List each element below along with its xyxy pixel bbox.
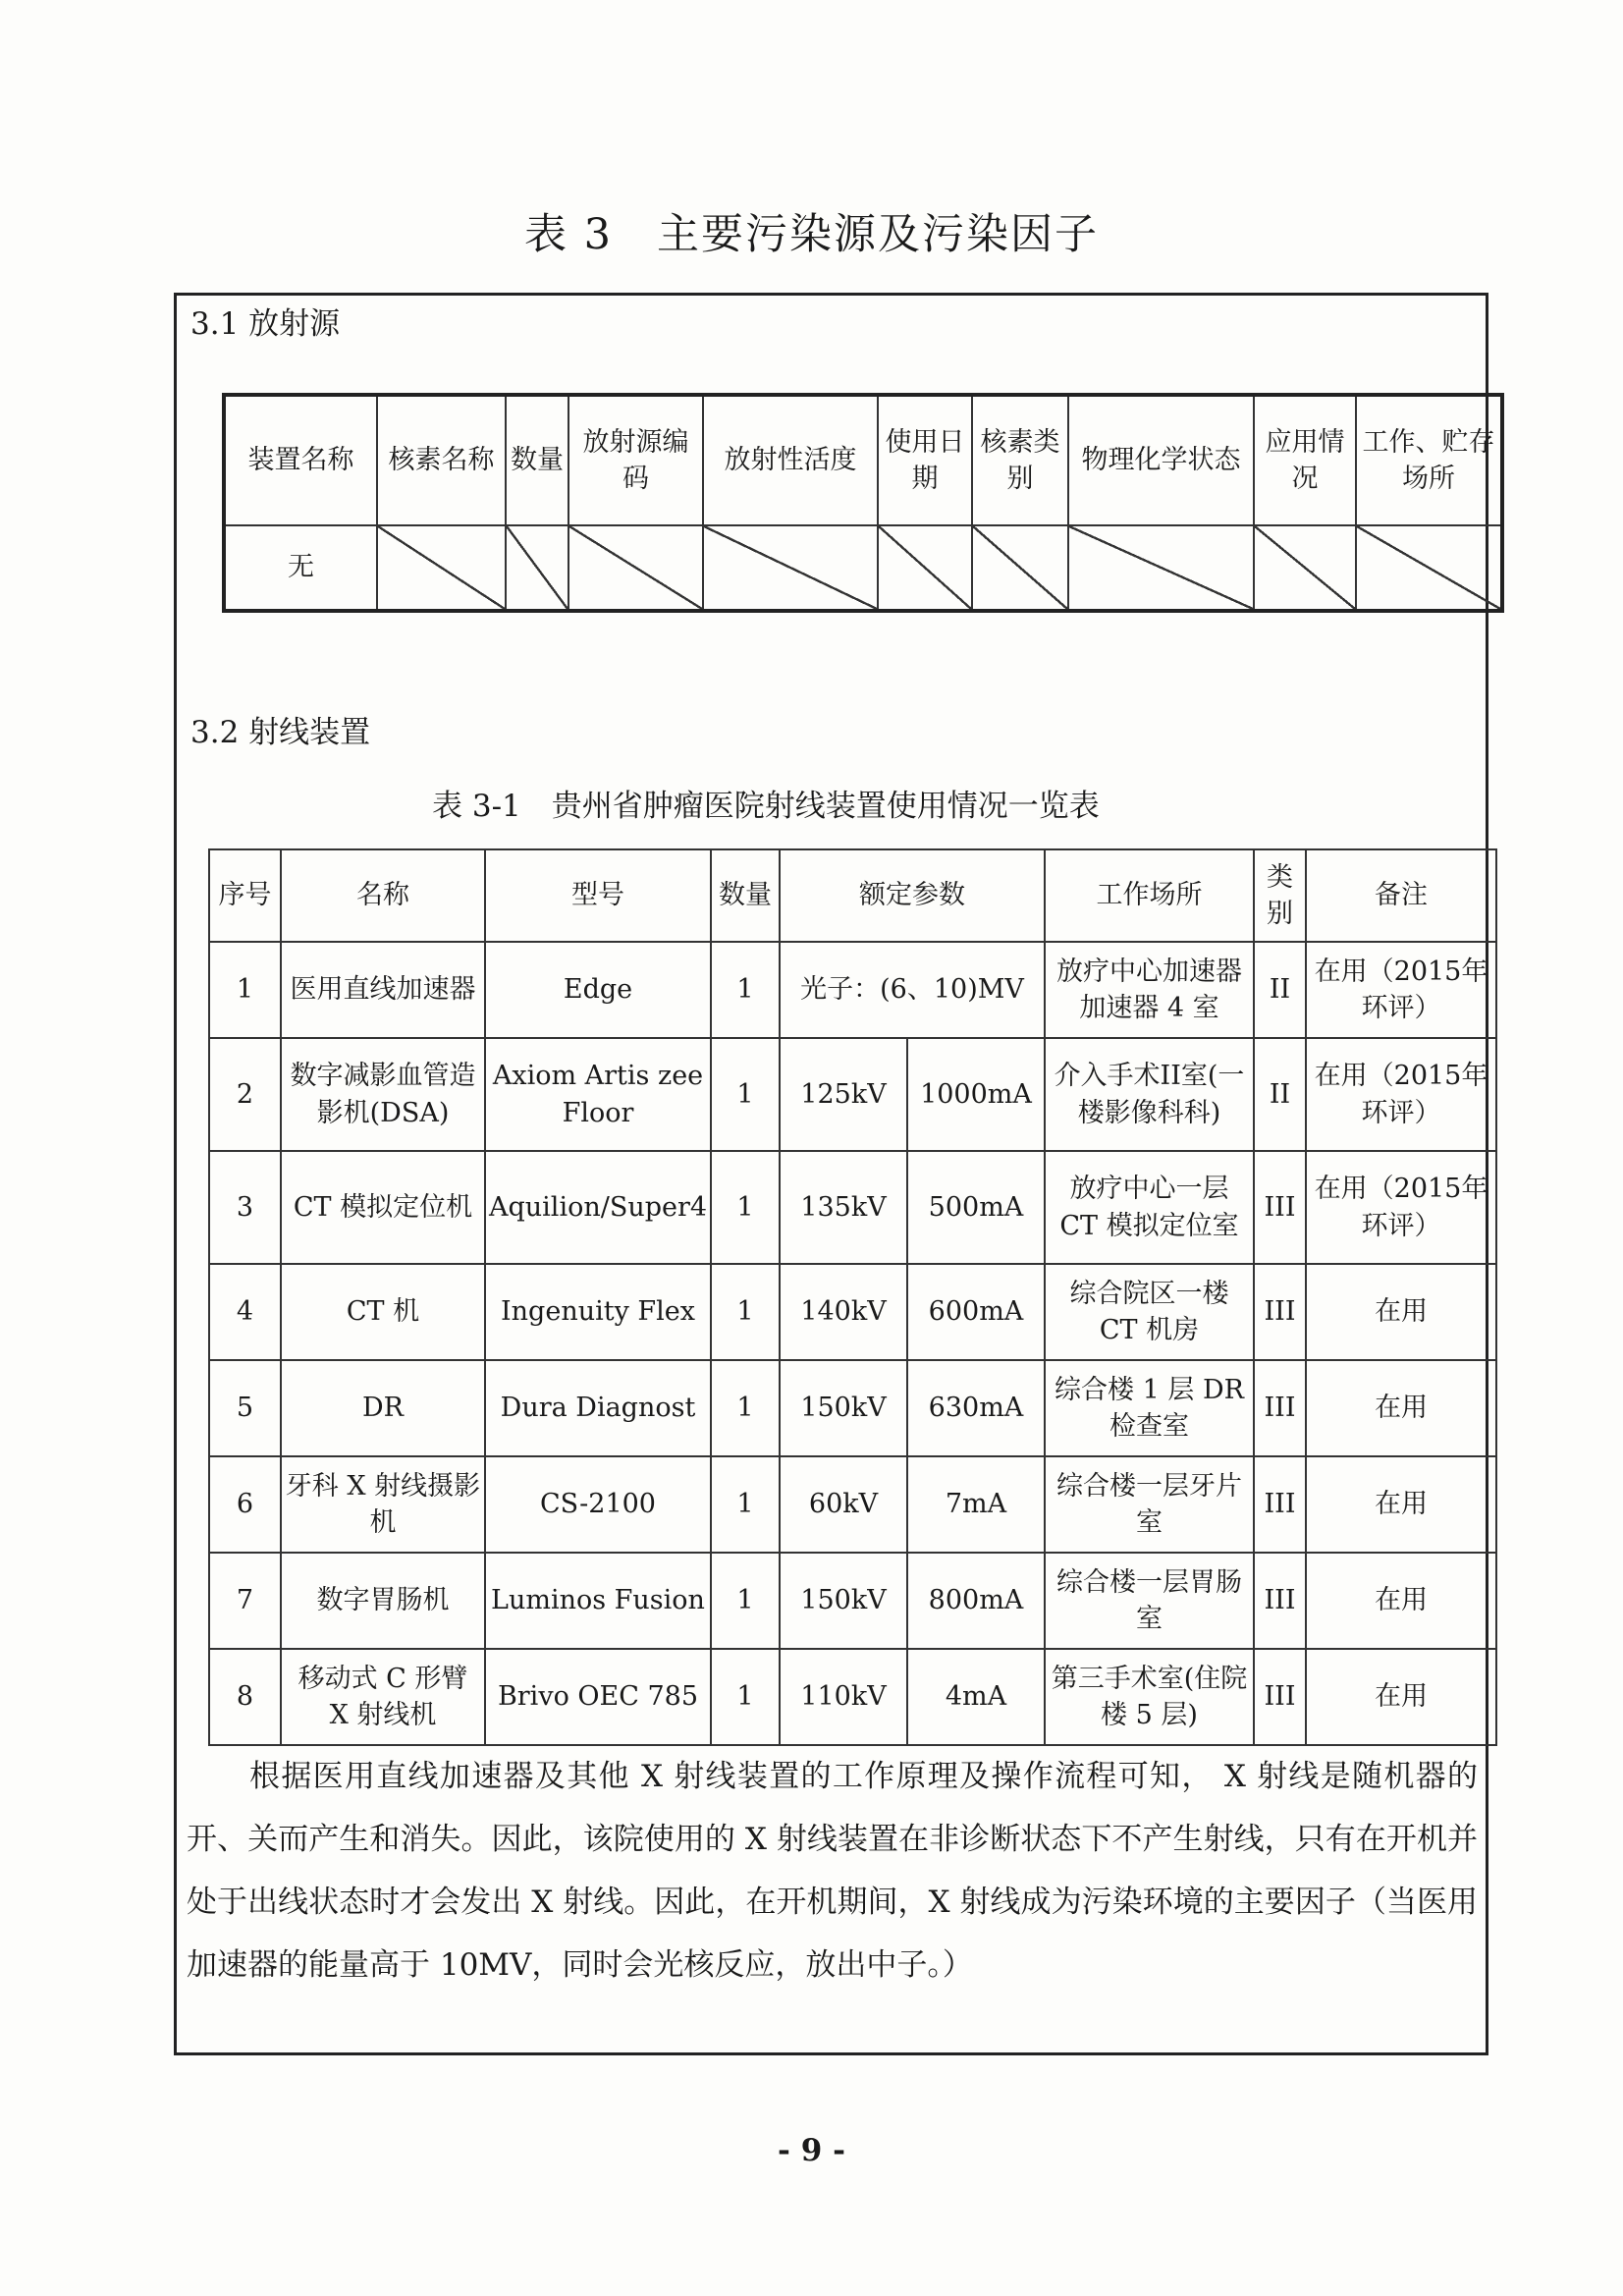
cell-model: Ingenuity Flex xyxy=(485,1264,711,1360)
radioactive-source-table xyxy=(222,393,1504,613)
cell-place: 综合楼一层牙片室 xyxy=(1045,1456,1254,1553)
cell-voltage: 110kV xyxy=(780,1649,907,1745)
header-cell: 核素类别 xyxy=(972,395,1068,525)
header-cell: 工作场所 xyxy=(1045,849,1254,942)
cell-place: 放疗中心一层 CT 模拟定位室 xyxy=(1045,1151,1254,1264)
header-cell: 数量 xyxy=(506,395,568,525)
cell-model: Brivo OEC 785 xyxy=(485,1649,711,1745)
cell-model: CS-2100 xyxy=(485,1456,711,1553)
cell-no: 4 xyxy=(209,1264,281,1360)
table-row xyxy=(209,1360,1496,1456)
cell-voltage: 150kV xyxy=(780,1553,907,1649)
cell-qty: 1 xyxy=(711,1038,780,1151)
cell-model: Edge xyxy=(485,942,711,1038)
empty-diagonal-cell xyxy=(878,525,972,611)
header-cell: 型号 xyxy=(485,849,711,942)
cell-no: 6 xyxy=(209,1456,281,1553)
cell-note: 在用 xyxy=(1306,1456,1496,1553)
cell-voltage: 150kV xyxy=(780,1360,907,1456)
cell-current: 4mA xyxy=(907,1649,1045,1745)
table-caption: 表 3-1 贵州省肿瘤医院射线装置使用情况一览表 xyxy=(432,789,1100,824)
cell-voltage: 140kV xyxy=(780,1264,907,1360)
empty-diagonal-cell xyxy=(1356,525,1502,611)
cell-param: 光子：(6、10)MV xyxy=(780,942,1045,1038)
cell-class: III xyxy=(1254,1151,1306,1264)
cell-class: III xyxy=(1254,1360,1306,1456)
header-cell: 额定参数 xyxy=(780,849,1045,942)
table-header-row xyxy=(209,849,1496,942)
header-cell: 序号 xyxy=(209,849,281,942)
cell-name: 医用直线加速器 xyxy=(281,942,485,1038)
empty-diagonal-cell xyxy=(703,525,878,611)
empty-diagonal-cell xyxy=(972,525,1068,611)
cell-voltage: 60kV xyxy=(780,1456,907,1553)
header-cell: 数量 xyxy=(711,849,780,942)
body-paragraph xyxy=(187,1745,1478,1996)
header-cell: 使用日期 xyxy=(878,395,972,525)
cell-current: 7mA xyxy=(907,1456,1045,1553)
cell-current: 800mA xyxy=(907,1553,1045,1649)
cell-no: 8 xyxy=(209,1649,281,1745)
header-cell: 物理化学状态 xyxy=(1068,395,1254,525)
header-cell: 放射源编码 xyxy=(568,395,703,525)
header-cell: 名称 xyxy=(281,849,485,942)
page-number: - 9 - xyxy=(778,2133,845,2168)
header-cell: 放射性活度 xyxy=(703,395,878,525)
cell-qty: 1 xyxy=(711,1456,780,1553)
cell-class: III xyxy=(1254,1649,1306,1745)
cell-name: DR xyxy=(281,1360,485,1456)
cell-voltage: 125kV xyxy=(780,1038,907,1151)
header-cell: 核素名称 xyxy=(377,395,506,525)
cell-qty: 1 xyxy=(711,1553,780,1649)
cell-note: 在用 xyxy=(1306,1264,1496,1360)
cell-current: 500mA xyxy=(907,1151,1045,1264)
table-row xyxy=(209,1151,1496,1264)
cell-note: 在用（2015年环评） xyxy=(1306,1038,1496,1151)
header-cell: 工作、贮存场所 xyxy=(1356,395,1502,525)
cell-no: 7 xyxy=(209,1553,281,1649)
cell-class: II xyxy=(1254,942,1306,1038)
cell-qty: 1 xyxy=(711,1649,780,1745)
cell-name: 移动式 C 形臂 X 射线机 xyxy=(281,1649,485,1745)
section-heading-radioactive-source: 3.1 放射源 xyxy=(190,306,341,342)
cell-model: Axiom Artis zee Floor xyxy=(485,1038,711,1151)
cell-note: 在用 xyxy=(1306,1553,1496,1649)
header-cell: 应用情况 xyxy=(1254,395,1356,525)
cell-current: 630mA xyxy=(907,1360,1045,1456)
cell-place: 放疗中心加速器加速器 4 室 xyxy=(1045,942,1254,1038)
header-cell: 类别 xyxy=(1254,849,1306,942)
empty-diagonal-cell xyxy=(377,525,506,611)
cell-name: 数字减影血管造影机(DSA) xyxy=(281,1038,485,1151)
table-row xyxy=(209,1553,1496,1649)
empty-diagonal-cell xyxy=(1068,525,1254,611)
header-cell: 备注 xyxy=(1306,849,1496,942)
cell-class: III xyxy=(1254,1553,1306,1649)
table-row xyxy=(209,942,1496,1038)
empty-diagonal-cell xyxy=(506,525,568,611)
cell-voltage: 135kV xyxy=(780,1151,907,1264)
cell-no: 5 xyxy=(209,1360,281,1456)
header-cell: 装置名称 xyxy=(224,395,377,525)
cell-no: 3 xyxy=(209,1151,281,1264)
cell-class: II xyxy=(1254,1038,1306,1151)
cell-model: Luminos Fusion xyxy=(485,1553,711,1649)
cell-place: 综合楼一层胃肠室 xyxy=(1045,1553,1254,1649)
cell-name: CT 模拟定位机 xyxy=(281,1151,485,1264)
table-row xyxy=(209,1264,1496,1360)
page-title: 表 3 主要污染源及污染因子 xyxy=(523,210,1100,259)
cell-name: CT 机 xyxy=(281,1264,485,1360)
empty-diagonal-cell xyxy=(568,525,703,611)
cell-no: 1 xyxy=(209,942,281,1038)
cell-qty: 1 xyxy=(711,1151,780,1264)
table-row xyxy=(209,1649,1496,1745)
cell-note: 在用 xyxy=(1306,1360,1496,1456)
cell-no: 2 xyxy=(209,1038,281,1151)
section-heading-ray-devices: 3.2 射线装置 xyxy=(190,715,371,750)
cell-name: 牙科 X 射线摄影机 xyxy=(281,1456,485,1553)
ray-device-table xyxy=(208,848,1497,1746)
cell-current: 600mA xyxy=(907,1264,1045,1360)
cell-class: III xyxy=(1254,1264,1306,1360)
cell-none: 无 xyxy=(224,525,377,611)
cell-model: Aquilion/Super4 xyxy=(485,1151,711,1264)
cell-qty: 1 xyxy=(711,1264,780,1360)
cell-place: 介入手术II室(一楼影像科科) xyxy=(1045,1038,1254,1151)
table-row xyxy=(209,1456,1496,1553)
cell-place: 第三手术室(住院楼 5 层) xyxy=(1045,1649,1254,1745)
cell-class: III xyxy=(1254,1456,1306,1553)
cell-qty: 1 xyxy=(711,1360,780,1456)
cell-current: 1000mA xyxy=(907,1038,1045,1151)
table-header-row xyxy=(224,395,1502,525)
empty-diagonal-cell xyxy=(1254,525,1356,611)
cell-note: 在用（2015年环评） xyxy=(1306,942,1496,1038)
paragraph-text: 根据医用直线加速器及其他 X 射线装置的工作原理及操作流程可知， X 射线是随机器的开、关而产生和消失。因此，该院使用的 X 射线装置在非诊断状态下不产生射线，只有在开机并处于出线状态时才会发出 X 射线。因此，在开机期间，X 射线成为污染环境的主要因子（当医用加速器的能量高于 10MV，同时会光核反应，放出中子。） xyxy=(187,1759,1478,1983)
cell-note: 在用 xyxy=(1306,1649,1496,1745)
cell-place: 综合院区一楼 CT 机房 xyxy=(1045,1264,1254,1360)
cell-name: 数字胃肠机 xyxy=(281,1553,485,1649)
table-row xyxy=(224,525,1502,611)
cell-place: 综合楼 1 层 DR 检查室 xyxy=(1045,1360,1254,1456)
cell-model: Dura Diagnost xyxy=(485,1360,711,1456)
cell-qty: 1 xyxy=(711,942,780,1038)
table-row xyxy=(209,1038,1496,1151)
cell-note: 在用（2015年环评） xyxy=(1306,1151,1496,1264)
